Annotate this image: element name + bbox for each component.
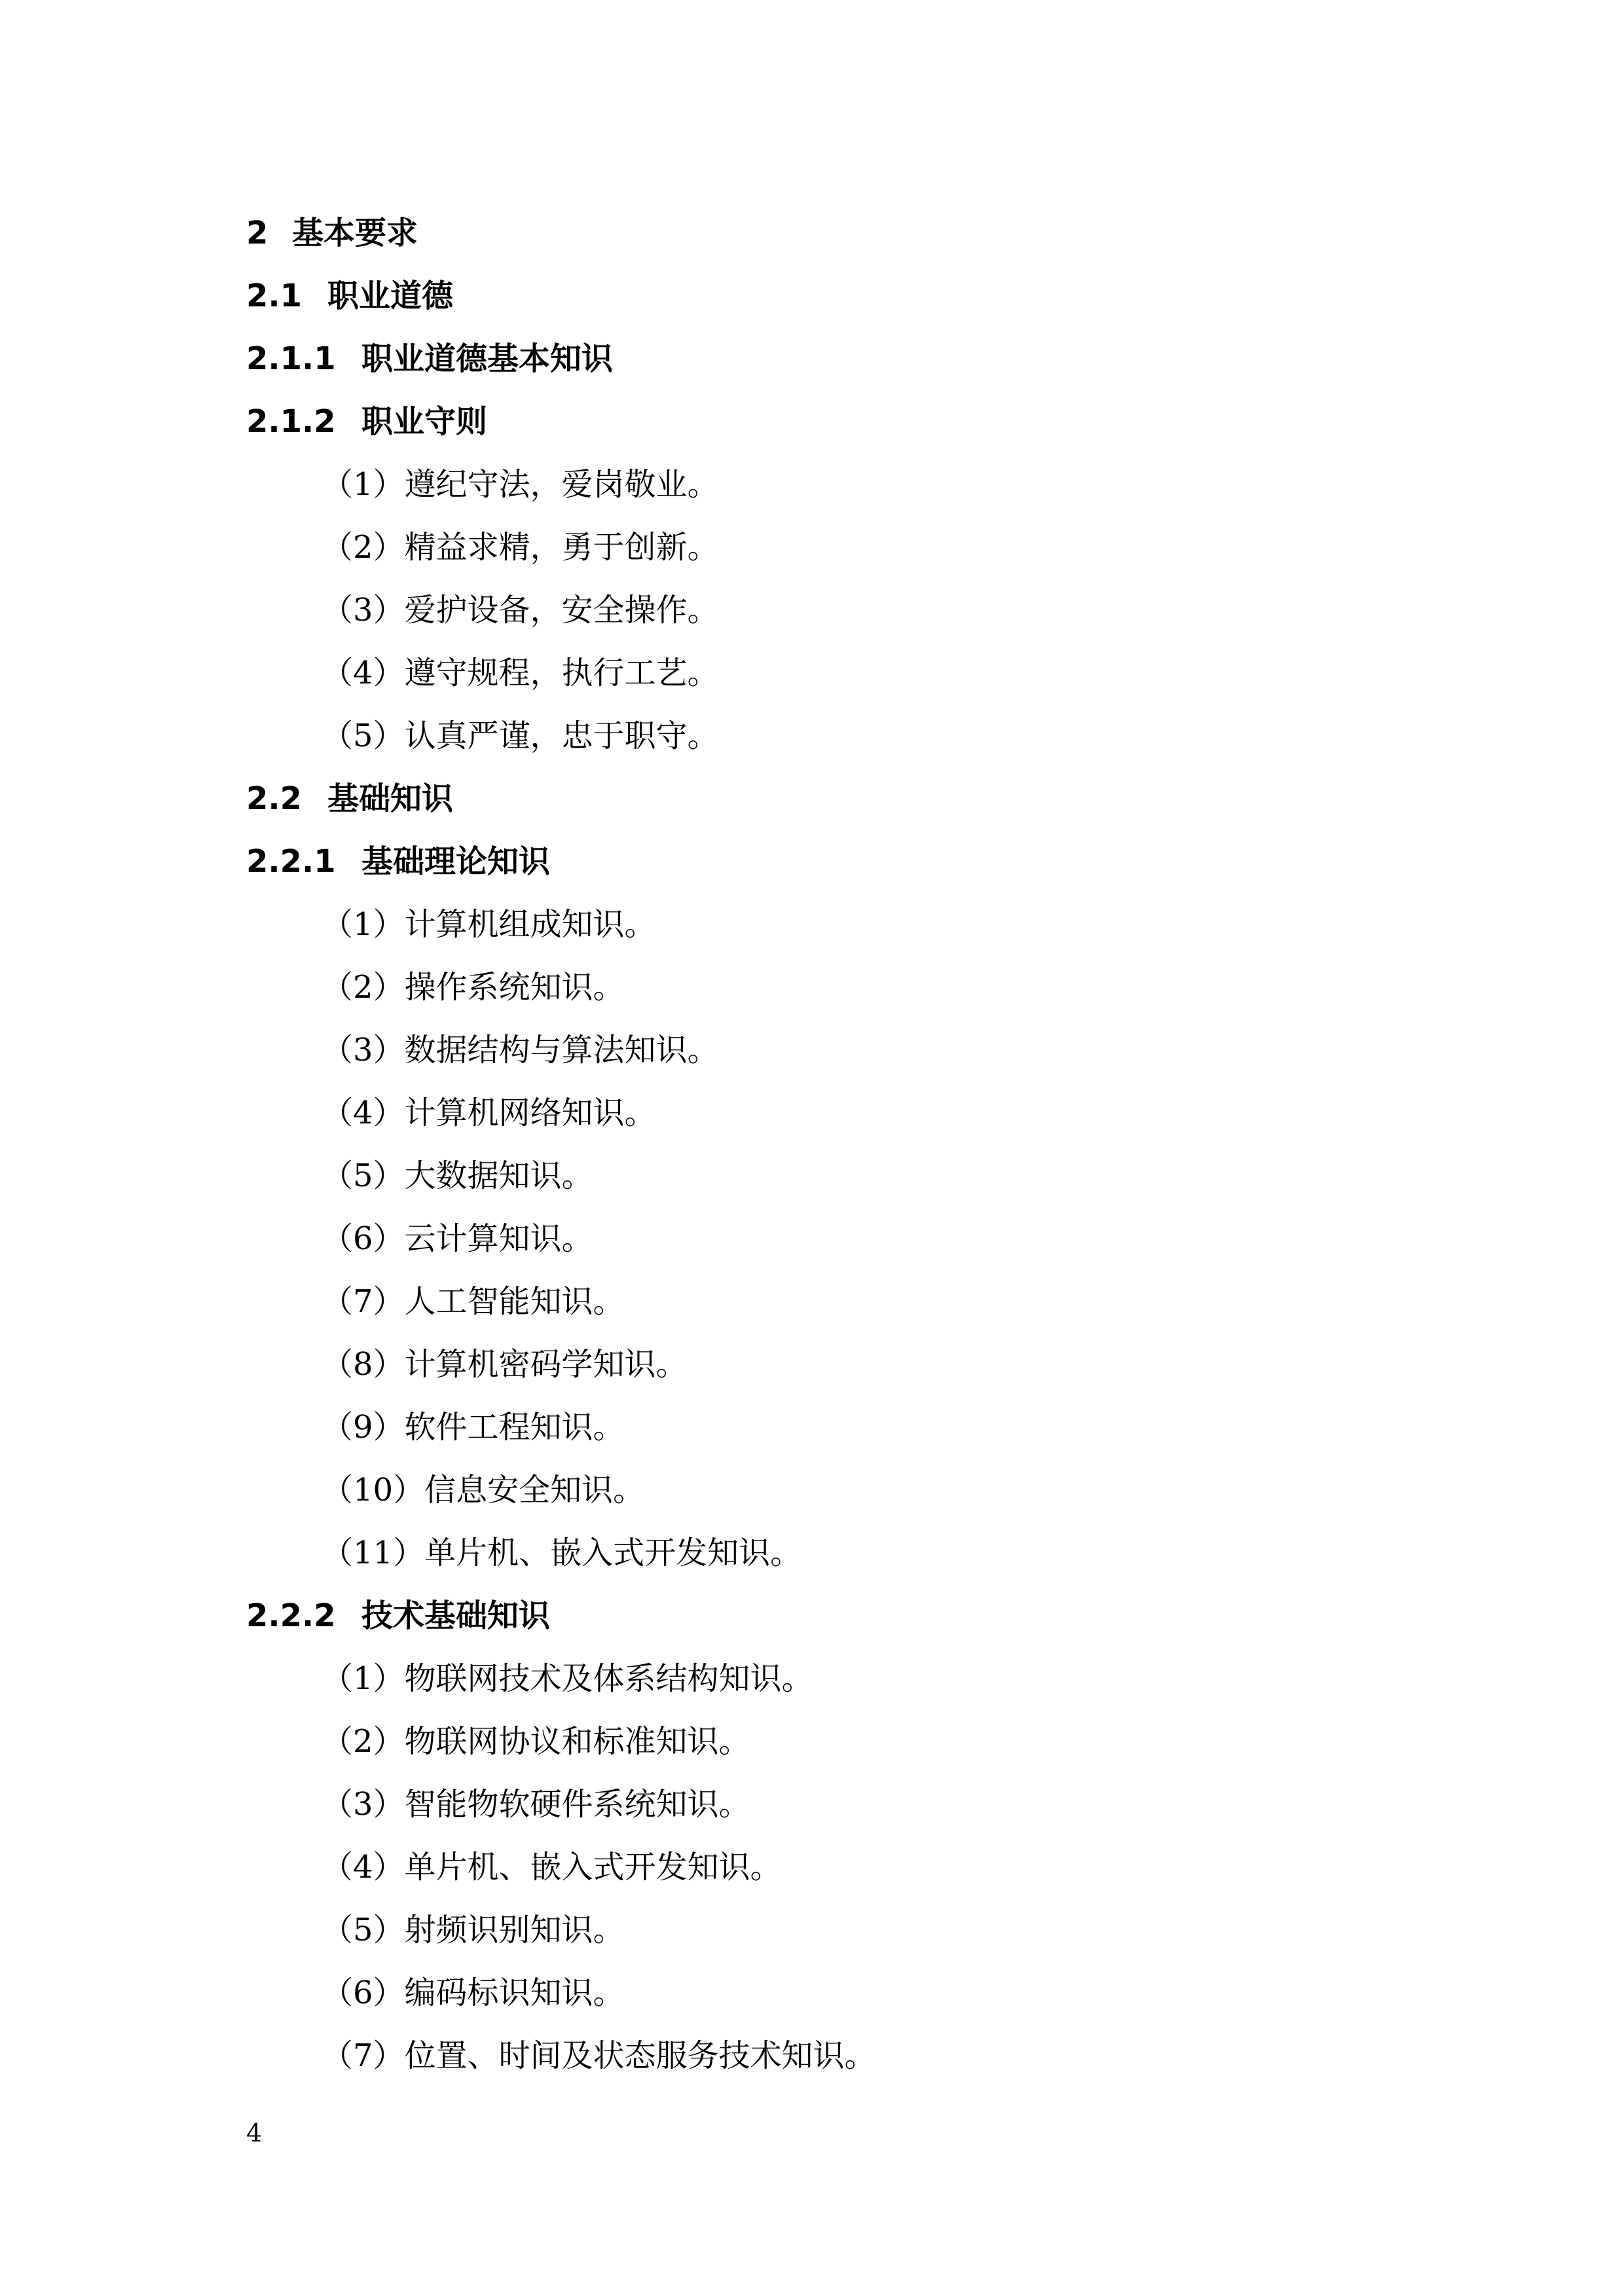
section-title: 基础理论知识 — [361, 843, 551, 880]
section-number: 2.1 — [246, 278, 303, 314]
list-item: （1）计算机组成知识。 — [322, 906, 656, 943]
list-item: （3）数据结构与算法知识。 — [322, 1032, 719, 1068]
list-item: （2）物联网协议和标准知识。 — [322, 1723, 750, 1760]
section-heading — [246, 276, 453, 316]
section-number: 2.2 — [246, 780, 303, 817]
section-number: 2.1.1 — [246, 340, 336, 377]
section-title: 基础知识 — [327, 780, 454, 817]
list-item: （3）爱护设备，安全操作。 — [322, 592, 719, 629]
list-item: （6）编码标识知识。 — [322, 1975, 625, 2011]
section-heading — [246, 339, 613, 378]
section-title: 职业道德 — [327, 278, 454, 314]
list-item: （4）遵守规程，执行工艺。 — [322, 655, 719, 691]
list-item: （10）信息安全知识。 — [322, 1472, 645, 1508]
list-item: （1）遵纪守法，爱岗敬业。 — [322, 466, 719, 503]
list-item: （2）操作系统知识。 — [322, 969, 625, 1006]
list-item: （7）人工智能知识。 — [322, 1283, 625, 1320]
list-item: （11）单片机、嵌入式开发知识。 — [322, 1535, 802, 1571]
section-title: 基本要求 — [292, 215, 418, 251]
section-number: 2.2.1 — [246, 843, 336, 880]
section-heading — [246, 402, 487, 441]
section-title: 技术基础知识 — [361, 1597, 551, 1634]
list-item: （3）智能物软硬件系统知识。 — [322, 1786, 750, 1823]
list-item: （5）大数据知识。 — [322, 1157, 593, 1194]
list-item: （8）计算机密码学知识。 — [322, 1346, 688, 1383]
section-heading — [246, 213, 418, 253]
section-number: 2.1.2 — [246, 403, 336, 440]
list-item: （7）位置、时间及状态服务技术知识。 — [322, 2037, 876, 2074]
list-item: （2）精益求精，勇于创新。 — [322, 529, 719, 566]
section-heading — [246, 1596, 550, 1635]
section-heading — [246, 779, 453, 818]
list-item: （1）物联网技术及体系结构知识。 — [322, 1660, 813, 1697]
section-title: 职业道德基本知识 — [361, 340, 614, 377]
list-item: （4）单片机、嵌入式开发知识。 — [322, 1849, 782, 1886]
section-number: 2 — [246, 215, 268, 251]
page-number: 4 — [246, 2119, 263, 2147]
list-item: （9）软件工程知识。 — [322, 1409, 625, 1446]
list-item: （4）计算机网络知识。 — [322, 1095, 656, 1131]
section-heading — [246, 842, 550, 881]
list-item: （6）云计算知识。 — [322, 1220, 593, 1257]
section-number: 2.2.2 — [246, 1597, 336, 1634]
list-item: （5）认真严谨，忠于职守。 — [322, 718, 719, 754]
list-item: （5）射频识别知识。 — [322, 1912, 625, 1948]
section-title: 职业守则 — [361, 403, 488, 440]
